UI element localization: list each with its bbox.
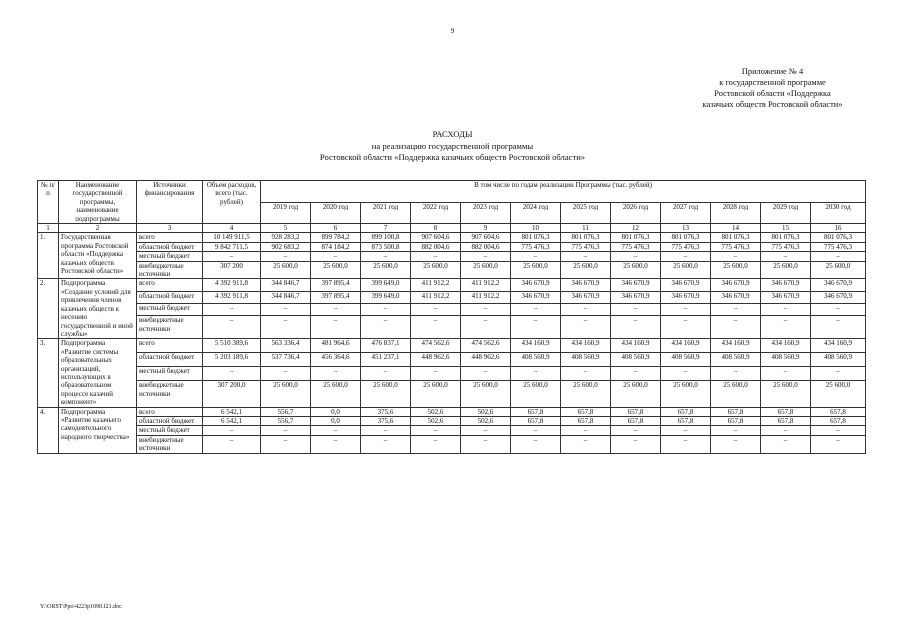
table-row [38,316,866,339]
year-value: 556,7 [261,416,311,425]
total-value: 307 200,0 [203,381,261,407]
year-value: – [561,435,611,453]
total-value: 4 392 911,8 [203,279,261,291]
year-value: – [611,435,661,453]
program-name: Подпрограмма «Развитие казачьего самодеятельного народного творчества» [59,407,137,453]
column-number: 14 [711,224,761,233]
table-row [38,233,866,242]
year-value: – [411,435,461,453]
year-value: 346 670,9 [661,291,711,303]
table-row [38,261,866,279]
year-value: – [411,367,461,381]
year-value: 375,6 [361,416,411,425]
column-number: 8 [411,224,461,233]
column-number: 9 [461,224,511,233]
year-value: 408 560,9 [811,353,866,367]
header-year: 2023 год [461,202,511,224]
year-value: – [711,426,761,435]
column-number: 1 [38,224,59,233]
year-value: 25 600,0 [761,381,811,407]
year-value: 346 670,9 [761,291,811,303]
year-value: 451 237,1 [361,353,411,367]
header-year: 2020 год [311,202,361,224]
funding-source: всего [137,279,203,291]
year-value: 25 600,0 [561,381,611,407]
year-value: 25 600,0 [511,381,561,407]
funding-source: всего [137,407,203,416]
year-value: 346 670,9 [661,279,711,291]
year-value: 775 476,3 [611,242,661,251]
year-value: 563 336,4 [261,339,311,353]
year-value: 657,8 [761,407,811,416]
year-value: – [561,367,611,381]
year-value: 657,8 [761,416,811,425]
column-number: 2 [59,224,137,233]
year-value: 502,6 [461,416,511,425]
year-value: 502,6 [411,416,461,425]
year-value: 25 600,0 [811,381,866,407]
year-value: 476 837,1 [361,339,411,353]
year-value: 801 076,3 [711,233,761,242]
year-value: – [261,435,311,453]
year-value: 25 600,0 [661,261,711,279]
year-value: – [311,252,361,261]
year-value: 882 004,6 [461,242,511,251]
year-value: – [661,367,711,381]
year-value: – [661,252,711,261]
year-value: – [511,367,561,381]
year-value: – [611,367,661,381]
year-value: 25 600,0 [361,261,411,279]
year-value: 448 962,6 [461,353,511,367]
funding-source: областной бюджет [137,242,203,251]
year-value: – [511,252,561,261]
year-value: 25 600,0 [511,261,561,279]
year-value: 657,8 [661,407,711,416]
funding-source: местный бюджет [137,252,203,261]
year-value: 775 476,3 [811,242,866,251]
header-years-group: В том числе по годам реализации Программы (тыс. рублей) [261,181,866,203]
year-value: – [261,252,311,261]
year-value: 25 600,0 [461,261,511,279]
year-value: – [561,316,611,339]
funding-source: местный бюджет [137,426,203,435]
total-value: – [203,316,261,339]
year-value: 25 600,0 [411,261,461,279]
funding-source: местный бюджет [137,367,203,381]
year-value: 899 784,2 [311,233,361,242]
year-value: – [811,252,866,261]
year-value: – [361,303,411,315]
year-value: 408 560,9 [511,353,561,367]
year-value: 775 476,3 [511,242,561,251]
year-value: 657,8 [811,416,866,425]
year-value: 411 912,2 [411,279,461,291]
year-value: – [561,426,611,435]
year-value: – [661,426,711,435]
year-value: 25 600,0 [411,381,461,407]
header-year: 2025 год [561,202,611,224]
year-value: – [461,316,511,339]
year-value: 801 076,3 [511,233,561,242]
year-value: 25 600,0 [761,261,811,279]
total-value: 10 149 911,5 [203,233,261,242]
year-value: 657,8 [561,416,611,425]
funding-source: областной бюджет [137,353,203,367]
total-value: – [203,252,261,261]
funding-source: областной бюджет [137,291,203,303]
program-number: 4. [38,407,59,453]
year-value: – [311,435,361,453]
year-value: 874 184,2 [311,242,361,251]
year-value: 657,8 [511,416,561,425]
appendix-line: к государственной программе [719,78,826,87]
year-value: 346 670,9 [611,291,661,303]
year-value: 907 604,6 [411,233,461,242]
year-value: – [611,303,661,315]
header-year: 2028 год [711,202,761,224]
year-value: 0,0 [311,416,361,425]
year-value: 344 846,7 [261,291,311,303]
year-value: 411 912,2 [411,291,461,303]
year-value: – [261,316,311,339]
year-value: 657,8 [811,407,866,416]
file-path-footer: Y:\ORST\Ppo\4223p1090.f21.doc [40,604,122,610]
table-row [38,339,866,353]
year-value: – [461,426,511,435]
program-number: 3. [38,339,59,407]
document-title [0,129,905,164]
total-value: 9 842 711,5 [203,242,261,251]
year-value: 0,0 [311,407,361,416]
table-row [38,353,866,367]
header-source: Источники финансирования [137,181,203,224]
title-line: на реализацию государственной программы [371,140,534,151]
year-value: – [311,426,361,435]
column-number: 6 [311,224,361,233]
year-value: – [261,367,311,381]
header-year: 2029 год [761,202,811,224]
header-year: 2021 год [361,202,411,224]
year-value: – [411,303,461,315]
year-value: 657,8 [711,416,761,425]
program-number: 2. [38,279,59,339]
table-row [38,303,866,315]
year-value: 657,8 [611,416,661,425]
year-value: 411 912,2 [461,279,511,291]
year-value: 25 600,0 [811,261,866,279]
program-name: Государственная программа Ростовской области «Поддержка казачьих обществ Ростовской области» [59,233,137,279]
year-value: – [561,303,611,315]
year-value: 344 846,7 [261,279,311,291]
program-name: Подпрограмма «Создание условий для привлечения членов казачьих обществ к несению государственной и иной службы» [59,279,137,339]
year-value: – [461,252,511,261]
funding-source: внебюджетные источники [137,435,203,453]
year-value: – [511,426,561,435]
year-value: 474 562,6 [411,339,461,353]
column-number: 5 [261,224,311,233]
year-value: 657,8 [561,407,611,416]
year-value: 411 912,2 [461,291,511,303]
funding-source: всего [137,233,203,242]
page-number: 9 [450,27,455,35]
year-value: 434 160,9 [511,339,561,353]
year-value: 346 670,9 [711,291,761,303]
year-value: – [511,303,561,315]
program-number: 1. [38,233,59,279]
appendix-block [640,66,905,110]
year-value: – [811,316,866,339]
year-value: 907 604,6 [461,233,511,242]
year-value: – [361,316,411,339]
year-value: 502,6 [461,407,511,416]
total-value: 6 542,1 [203,407,261,416]
table-row [38,435,866,453]
column-number: 12 [611,224,661,233]
total-value: – [203,426,261,435]
year-value: 801 076,3 [561,233,611,242]
column-number: 15 [761,224,811,233]
year-value: 873 500,8 [361,242,411,251]
year-value: – [361,252,411,261]
header-name: Наименование государственной программы, наименование подпрограммы [59,181,137,224]
year-value: – [711,316,761,339]
header-year: 2024 год [511,202,561,224]
title-line: Ростовской области «Поддержка казачьих обществ Ростовской области» [319,152,586,162]
table-row [38,407,866,416]
appendix-line: Приложение № 4 [741,67,804,76]
year-value: 801 076,3 [811,233,866,242]
appendix-line: казачьих обществ Ростовской области» [702,100,843,109]
year-value: 657,8 [661,416,711,425]
year-value: – [711,435,761,453]
year-value: 481 964,6 [311,339,361,353]
total-value: 5 510 389,6 [203,339,261,353]
year-value: 346 670,9 [511,291,561,303]
year-value: – [661,316,711,339]
table-row [38,291,866,303]
year-value: – [361,426,411,435]
year-value: 801 076,3 [611,233,661,242]
year-value: 25 600,0 [311,261,361,279]
year-value: – [561,252,611,261]
year-value: 657,8 [611,407,661,416]
year-value: – [261,303,311,315]
year-value: – [611,316,661,339]
year-value: 397 895,4 [311,291,361,303]
year-value: – [811,367,866,381]
header-year: 2019 год [261,202,311,224]
year-value: 25 600,0 [711,261,761,279]
column-number: 16 [811,224,866,233]
year-value: – [461,435,511,453]
year-value: 375,6 [361,407,411,416]
year-value: 408 560,9 [661,353,711,367]
year-value: 448 962,6 [411,353,461,367]
total-value: – [203,367,261,381]
year-value: – [661,303,711,315]
year-value: – [761,367,811,381]
total-value: 4 392 911,8 [203,291,261,303]
year-value: 408 560,9 [711,353,761,367]
year-value: 902 683,2 [261,242,311,251]
year-value: 346 670,9 [561,279,611,291]
header-year: 2022 год [411,202,461,224]
total-value: – [203,303,261,315]
title-line: РАСХОДЫ [432,129,473,139]
year-value: – [761,435,811,453]
year-value: 25 600,0 [261,261,311,279]
column-number: 7 [361,224,411,233]
year-value: 346 670,9 [811,291,866,303]
year-value: – [511,435,561,453]
year-value: 434 160,9 [561,339,611,353]
year-value: 399 649,0 [361,279,411,291]
header-num: № п/п [38,181,59,224]
year-value: 434 160,9 [811,339,866,353]
year-value: 346 670,9 [711,279,761,291]
year-value: 556,7 [261,407,311,416]
year-value: – [761,316,811,339]
program-name: Подпрограмма «Развитие системы образовательных организаций, использующих в образовательном процессе казачий компонент» [59,339,137,407]
year-value: 775 476,3 [711,242,761,251]
column-number: 3 [137,224,203,233]
year-value: – [661,435,711,453]
expenses-table [37,180,866,454]
year-value: 434 160,9 [611,339,661,353]
year-value: – [511,316,561,339]
year-value: 801 076,3 [761,233,811,242]
year-value: 25 600,0 [561,261,611,279]
year-value: 882 004,6 [411,242,461,251]
year-value: – [711,367,761,381]
funding-source: внебюджетные источники [137,316,203,339]
year-value: 397 895,4 [311,279,361,291]
year-value: 408 560,9 [761,353,811,367]
year-value: 25 600,0 [261,381,311,407]
year-value: 502,6 [411,407,461,416]
funding-source: всего [137,339,203,353]
year-value: 801 076,3 [661,233,711,242]
year-value: 456 364,6 [311,353,361,367]
total-value: – [203,435,261,453]
column-number: 4 [203,224,261,233]
year-value: 775 476,3 [561,242,611,251]
year-value: 657,8 [511,407,561,416]
table-row [38,367,866,381]
year-value: – [411,252,461,261]
year-value: – [761,303,811,315]
year-value: – [361,435,411,453]
year-value: – [411,316,461,339]
year-value: 537 736,4 [261,353,311,367]
total-value: 5 203 189,6 [203,353,261,367]
year-value: 346 670,9 [811,279,866,291]
table-row [38,252,866,261]
year-value: – [761,252,811,261]
total-value: 6 542,1 [203,416,261,425]
funding-source: местный бюджет [137,303,203,315]
year-value: 408 560,9 [611,353,661,367]
year-value: 25 600,0 [611,261,661,279]
year-value: 346 670,9 [611,279,661,291]
year-value: 434 160,9 [711,339,761,353]
year-value: – [261,426,311,435]
year-value: – [461,367,511,381]
year-value: 474 562,6 [461,339,511,353]
year-value: 434 160,9 [661,339,711,353]
year-value: 775 476,3 [761,242,811,251]
year-value: – [811,426,866,435]
table-row [38,426,866,435]
year-value: 25 600,0 [361,381,411,407]
year-value: 399 649,0 [361,291,411,303]
column-number: 11 [561,224,611,233]
table-row [38,242,866,251]
year-value: – [461,303,511,315]
header-year: 2026 год [611,202,661,224]
year-value: – [711,252,761,261]
funding-source: внебюджетные источники [137,261,203,279]
table-row [38,279,866,291]
year-value: 346 670,9 [561,291,611,303]
year-value: 346 670,9 [761,279,811,291]
year-value: 899 100,8 [361,233,411,242]
year-value: 775 476,3 [661,242,711,251]
year-value: 657,8 [711,407,761,416]
year-value: – [611,252,661,261]
year-value: 25 600,0 [611,381,661,407]
year-value: – [711,303,761,315]
year-value: – [761,426,811,435]
total-value: 307 200 [203,261,261,279]
year-value: 408 560,9 [561,353,611,367]
funding-source: областной бюджет [137,416,203,425]
year-value: – [411,426,461,435]
year-value: – [811,435,866,453]
year-value: 346 670,9 [511,279,561,291]
header-year: 2030 год [811,202,866,224]
year-value: – [311,316,361,339]
year-value: 25 600,0 [661,381,711,407]
year-value: 928 283,2 [261,233,311,242]
year-value: 25 600,0 [311,381,361,407]
year-value: – [811,303,866,315]
table-row [38,381,866,407]
year-value: – [311,367,361,381]
header-year: 2027 год [661,202,711,224]
column-number: 10 [511,224,561,233]
column-number: 13 [661,224,711,233]
year-value: 434 160,9 [761,339,811,353]
year-value: – [361,367,411,381]
year-value: 25 600,0 [711,381,761,407]
year-value: 25 600,0 [461,381,511,407]
header-total: Объем расходов, всего (тыс. рублей) [203,181,261,224]
year-value: – [611,426,661,435]
funding-source: внебюджетные источники [137,381,203,407]
appendix-line: Ростовской области «Поддержка [714,89,831,98]
table-row [38,416,866,425]
year-value: – [311,303,361,315]
